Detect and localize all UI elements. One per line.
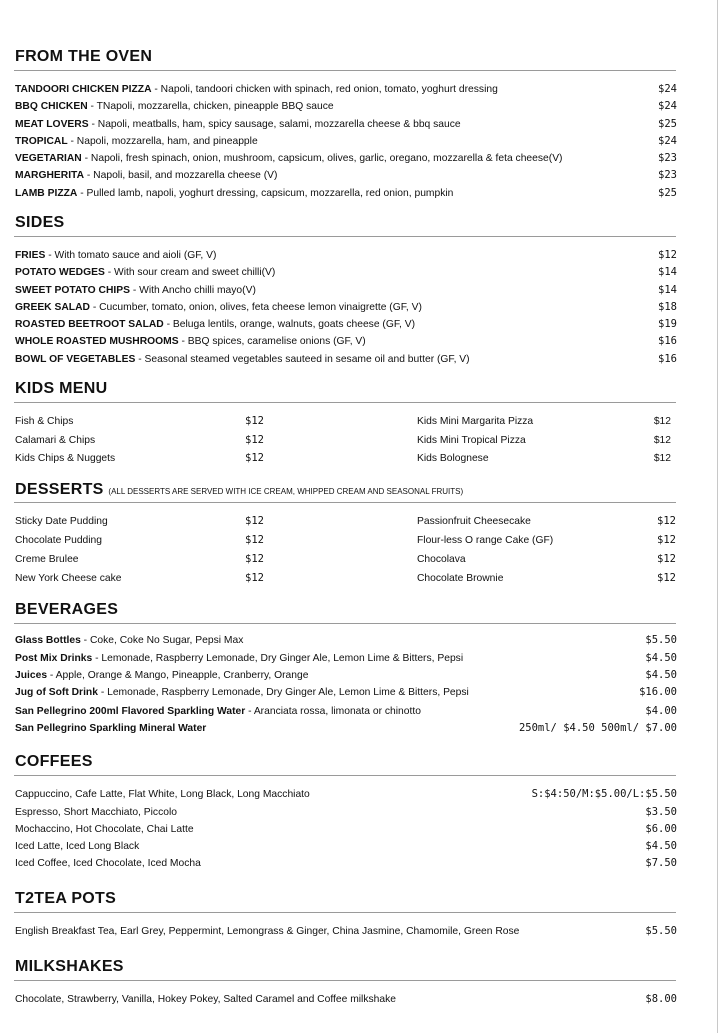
item-price: $14 xyxy=(658,284,677,296)
desserts-title: DESSERTS xyxy=(15,481,104,498)
item-price: $18 xyxy=(658,301,677,313)
item-desc: - Seasonal steamed vegetables sauteed in sesame oil and butter (GF, V) xyxy=(135,354,470,365)
item-price: $23 xyxy=(658,169,677,181)
item-name: Iced Latte, Iced Long Black xyxy=(15,841,140,852)
item-name: Espresso, Short Macchiato, Piccolo xyxy=(15,807,177,818)
item-price: $4.50 xyxy=(645,840,677,852)
item-name: Juices xyxy=(15,670,48,681)
item-desc: - Aranciata rossa, limonata or chinotto xyxy=(245,706,421,717)
item-desc: - With tomato sauce and aioli (GF, V) xyxy=(45,250,217,261)
kids-item-name: Kids Chips & Nuggets xyxy=(15,453,116,464)
item-name: ROASTED BEETROOT SALAD xyxy=(15,319,164,330)
item-name: Post Mix Drinks xyxy=(15,653,93,664)
item-price: $14 xyxy=(658,266,677,278)
dessert-price: $12 xyxy=(245,553,264,565)
item-name: TROPICAL xyxy=(15,136,68,147)
item-name: GREEK SALAD xyxy=(15,302,90,313)
dessert-price: $12 xyxy=(245,515,264,527)
item-name: Jug of Soft Drink xyxy=(15,687,98,698)
item-price: $23 xyxy=(658,152,677,164)
item-name: BOWL OF VEGETABLES xyxy=(15,354,136,365)
divider xyxy=(14,236,676,237)
dessert-name: Creme Brulee xyxy=(15,554,79,565)
item-desc: - Coke, Coke No Sugar, Pepsi Max xyxy=(80,635,244,646)
item-price: $8.00 xyxy=(645,993,677,1005)
section-heading-sides: SIDES xyxy=(15,214,65,231)
kids-item-name: Calamari & Chips xyxy=(15,435,96,446)
desserts-note: (ALL DESSERTS ARE SERVED WITH ICE CREAM, WHIPPED CREAM AND SEASONAL FRUITS) xyxy=(108,487,464,496)
item-price: $5.50 xyxy=(645,925,677,937)
item-name: POTATO WEDGES xyxy=(15,267,105,278)
item-name: Cappuccino, Cafe Latte, Flat White, Long Black, Long Macchiato xyxy=(15,789,310,800)
item-name: WHOLE ROASTED MUSHROOMS xyxy=(15,336,179,347)
section-heading-milkshakes: MILKSHAKES xyxy=(15,958,124,975)
item-desc: - Lemonade, Raspberry Lemonade, Dry Ginger Ale, Lemon Lime & Bitters, Pepsi xyxy=(97,687,469,698)
item-name: LAMB PIZZA xyxy=(15,188,78,199)
divider xyxy=(14,402,676,403)
dessert-name: Chocolate Brownie xyxy=(417,573,504,584)
dessert-price: $12 xyxy=(245,572,264,584)
kids-item-price: $12 xyxy=(653,453,671,464)
item-price: $12 xyxy=(658,249,677,261)
kids-item-price: $12 xyxy=(653,435,671,446)
item-name: SWEET POTATO CHIPS xyxy=(15,285,130,296)
dessert-name: Chocolate Pudding xyxy=(15,535,103,546)
divider xyxy=(14,502,676,503)
item-price: 250ml/ $4.50 500ml/ $7.00 xyxy=(518,722,677,734)
dessert-price: $12 xyxy=(657,515,676,527)
item-name: San Pellegrino 200ml Flavored Sparkling Water xyxy=(15,706,246,717)
item-name: English Breakfast Tea, Earl Grey, Peppermint, Lemongrass & Ginger, China Jasmine, Chamomile, Green Rose xyxy=(15,926,520,937)
item-name: VEGETARIAN xyxy=(15,153,82,164)
kids-item-name: Kids Mini Margarita Pizza xyxy=(417,416,534,427)
item-name: FRIES xyxy=(15,250,46,261)
item-price: $24 xyxy=(658,100,677,112)
item-name: Iced Coffee, Iced Chocolate, Iced Mocha xyxy=(15,858,201,869)
divider xyxy=(14,70,676,71)
section-heading-beverages: BEVERAGES xyxy=(15,601,119,618)
dessert-name: Sticky Date Pudding xyxy=(15,516,108,527)
kids-item-name: Fish & Chips xyxy=(15,416,74,427)
item-price: S:$4:50/M:$5.00/L:$5.50 xyxy=(531,788,677,800)
item-name: Glass Bottles xyxy=(15,635,81,646)
item-price: $7.50 xyxy=(645,857,677,869)
item-desc: - Apple, Orange & Mango, Pineapple, Cranberry, Orange xyxy=(47,670,309,681)
item-desc: - Napoli, mozzarella, ham, and pineapple xyxy=(67,136,258,147)
item-desc: - Napoli, tandoori chicken with spinach, red onion, tomato, yoghurt dressing xyxy=(151,84,498,95)
item-price: $16 xyxy=(658,335,677,347)
item-price: $16.00 xyxy=(639,686,677,698)
item-desc: - Napoli, basil, and mozzarella cheese (V) xyxy=(84,170,278,181)
item-desc: - TNapoli, mozzarella, chicken, pineapple BBQ sauce xyxy=(87,101,334,112)
section-heading-desserts xyxy=(15,481,463,499)
dessert-price: $12 xyxy=(245,534,264,546)
divider xyxy=(14,623,676,624)
item-desc: - Napoli, meatballs, ham, spicy sausage, salami, mozzarella cheese & bbq sauce xyxy=(88,119,461,130)
kids-item-price: $12 xyxy=(245,415,264,427)
item-price: $3.50 xyxy=(645,806,677,818)
item-name: TANDOORI CHICKEN PIZZA xyxy=(15,84,152,95)
section-heading-kids: KIDS MENU xyxy=(15,380,108,397)
divider xyxy=(14,912,676,913)
item-desc: - Napoli, fresh spinach, onion, mushroom, capsicum, olives, garlic, oregano, mozzarella & feta cheese(V) xyxy=(81,153,563,164)
item-price: $4.50 xyxy=(645,652,677,664)
item-desc: - With sour cream and sweet chilli(V) xyxy=(104,267,276,278)
item-name: Mochaccino, Hot Chocolate, Chai Latte xyxy=(15,824,194,835)
dessert-name: Chocolava xyxy=(417,554,466,565)
item-desc: - Beluga lentils, orange, walnuts, goats cheese (GF, V) xyxy=(163,319,416,330)
item-price: $4.50 xyxy=(645,669,677,681)
section-heading-tea: T2TEA POTS xyxy=(15,890,117,907)
kids-item-name: Kids Bolognese xyxy=(417,453,489,464)
dessert-name: New York Cheese cake xyxy=(15,573,122,584)
item-desc: - With Ancho chilli mayo(V) xyxy=(130,285,256,296)
dessert-price: $12 xyxy=(657,534,676,546)
item-price: $5.50 xyxy=(645,634,677,646)
item-name: San Pellegrino Sparkling Mineral Water xyxy=(15,723,207,734)
dessert-name: Flour-less O range Cake (GF) xyxy=(417,535,554,546)
item-desc: - Cucumber, tomato, onion, olives, feta cheese lemon vinaigrette (GF, V) xyxy=(89,302,422,313)
dessert-price: $12 xyxy=(657,553,676,565)
item-price: $24 xyxy=(658,135,677,147)
kids-item-price: $12 xyxy=(245,452,264,464)
kids-item-price: $12 xyxy=(245,434,264,446)
item-desc: - Pulled lamb, napoli, yoghurt dressing, capsicum, mozzarella, red onion, pumpkin xyxy=(77,188,454,199)
item-name: Chocolate, Strawberry, Vanilla, Hokey Pokey, Salted Caramel and Coffee milkshake xyxy=(15,994,396,1005)
item-name: BBQ CHICKEN xyxy=(15,101,88,112)
item-desc: - BBQ spices, caramelise onions (GF, V) xyxy=(178,336,366,347)
item-price: $24 xyxy=(658,83,677,95)
item-desc: - Lemonade, Raspberry Lemonade, Dry Ginger Ale, Lemon Lime & Bitters, Pepsi xyxy=(92,653,464,664)
dessert-price: $12 xyxy=(657,572,676,584)
kids-item-price: $12 xyxy=(653,416,671,427)
item-price: $4.00 xyxy=(645,705,677,717)
dessert-name: Passionfruit Cheesecake xyxy=(417,516,531,527)
item-price: $6.00 xyxy=(645,823,677,835)
kids-item-name: Kids Mini Tropical Pizza xyxy=(417,435,526,446)
item-price: $19 xyxy=(658,318,677,330)
divider xyxy=(14,775,676,776)
divider xyxy=(14,980,676,981)
item-name: MEAT LOVERS xyxy=(15,119,89,130)
item-name: MARGHERITA xyxy=(15,170,85,181)
item-price: $25 xyxy=(658,118,677,130)
item-price: $25 xyxy=(658,187,677,199)
section-heading-coffees: COFFEES xyxy=(15,753,93,770)
item-price: $16 xyxy=(658,353,677,365)
section-heading-oven: FROM THE OVEN xyxy=(15,48,153,65)
